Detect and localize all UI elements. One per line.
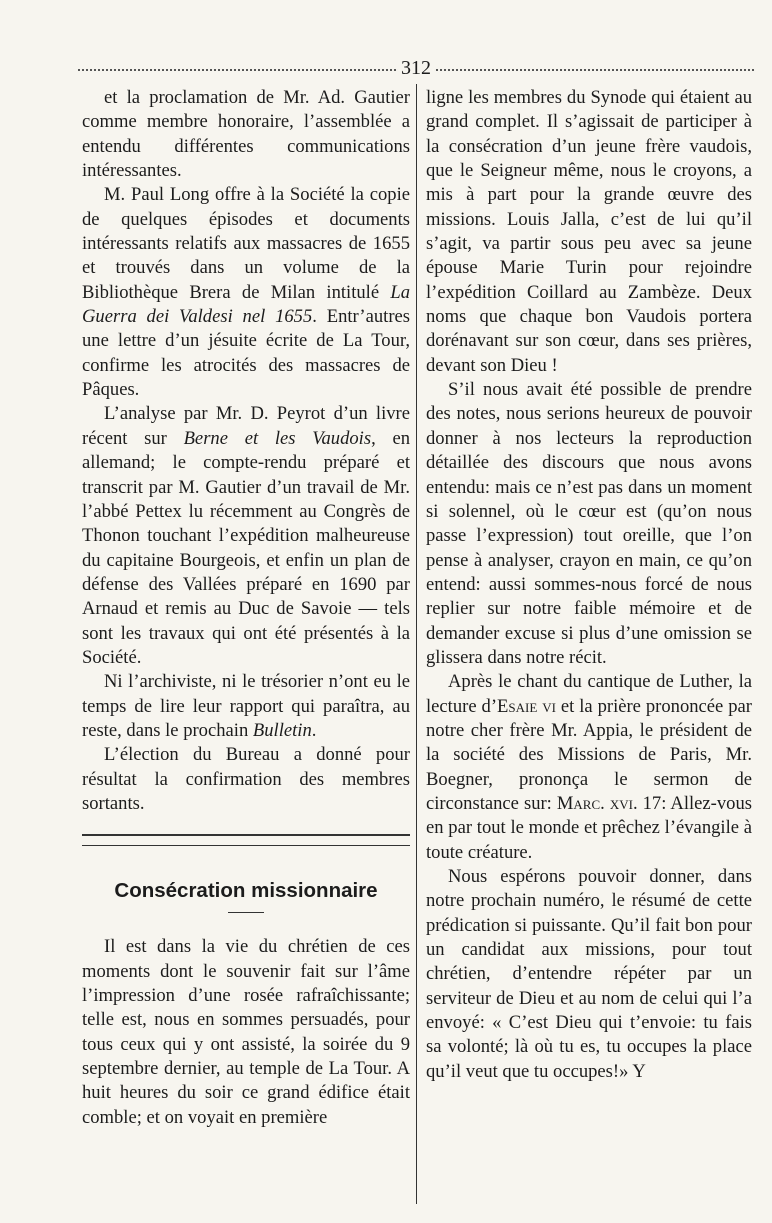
text-run: et la prière prononcée par notre cher frère Mr. Appia, le président de la société des Missions de Paris, Mr. Boegner, prononça le sermon de circonstance sur: <box>426 695 752 814</box>
text-run: et la proclamation de Mr. Ad. Gautier comme membre honoraire, l’assemblée a entendu différentes communications intéressantes. <box>82 87 410 182</box>
header-rule-right <box>436 69 754 71</box>
paragraph <box>426 670 752 865</box>
paragraph <box>82 183 410 402</box>
text-run: M. Paul Long offre à la Société la copie de quelques épisodes et documents intéressants relatifs aux massacres de 1655 et trouvés dans un volume de la Bibliothèque Brera de Milan intitulé <box>82 184 410 303</box>
scripture-reference: Esaie vi <box>497 695 556 717</box>
paragraph <box>426 378 752 670</box>
text-run: L’analyse par Mr. D. Peyrot d’un livre récent sur <box>82 403 410 449</box>
paragraph <box>82 402 410 670</box>
text-run: Il est dans la vie du chrétien de ces moments dont le souvenir fait sur l’âme l’impression d’une rosée rafraîchissante; telle est, nous en sommes persuadés, pour tous ceux qui y ont assisté, la soirée du 9 septembre dernier, au temple de La Tour. A huit heures du soir ce grand édifice était comble; et on voyait en première <box>82 936 410 1128</box>
italic-title: Berne et les Vaudois <box>183 427 372 449</box>
right-column-body <box>426 86 752 1084</box>
paragraph <box>82 935 410 1130</box>
text-run: S’il nous avait été possible de prendre des notes, nous serions heureux de pouvoir donner à nos lecteurs la reproduction détaillée des discours que nous avons entendu: mais ce n’est pas dans un moment si solennel, où le cœur est (qu’on nous passe l’expression) tout oreille, que l’on pense à analyser, crayon en main, ce qu’on entend: aussi sommes-nous forcé de nous replier sur notre faible mémoire et de demander excuse si plus d’une omission se glissera dans notre récit. <box>426 379 752 668</box>
section-body <box>82 935 410 1130</box>
header-rule-left <box>78 69 396 71</box>
italic-title: La Guerra dei Valdesi nel 1655 <box>82 281 410 328</box>
text-run: Nous espérons pouvoir donner, dans notre prochain numéro, le résumé de cette prédication si puissante. Qu’il fait bon pour un candidat aux missions, pour tout chrétien, d’entendre répéter par un serviteur de Dieu et au nom de celui qui l’a envoyé: « C’est Dieu qui t’envoie: tu fais sa volonté; là où tu es, tu occupes la place qu’il veut que tu occupes!» Y <box>426 866 752 1082</box>
title-rule <box>228 912 264 913</box>
paragraph <box>82 670 410 743</box>
right-column <box>426 86 752 1084</box>
paragraph <box>82 743 410 816</box>
page-number: 312 <box>401 57 431 79</box>
paragraph <box>82 86 410 183</box>
text-run: L’élection du Bureau a donné pour résultat la confirmation des membres sortants. <box>82 744 410 814</box>
text-run: , en allemand; le compte-rendu préparé et transcrit par M. Gautier d’un travail de Mr. l’abbé Pettex lu récemment au Congrès de Thonon touchant l’expédition malheureuse du capitaine Bourgeois, et enfin un plan de défense des Vallées préparé en 1690 par Arnaud et remis au Duc de Savoie — tels sont les travaux qui ont été présentés à la Société. <box>82 427 410 668</box>
text-run: ligne les membres du Synode qui étaient au grand complet. Il s’agissait de participer à la consécration d’un jeune frère vaudois, que le Seigneur même, nous le croyons, a mis à part pour la grande œuvre des missions. Louis Jalla, c’est de lui qu’il s’agit, va partir sous peu avec sa jeune épouse Marie Turin pour rejoindre l’expédition Coillard au Zambèze. Deux noms que chaque bon Vaudois portera dorénavant sur son cœur, dans ses prières, devant son Dieu ! <box>426 87 752 376</box>
paragraph <box>426 865 752 1084</box>
paragraph <box>426 86 752 378</box>
text-run: Ni l’archiviste, ni le trésorier n’ont eu le temps de lire leur rapport qui paraîtra, au reste, dans le prochain <box>82 671 410 741</box>
scripture-reference: Marc. xvi. 17 <box>556 792 662 814</box>
text-run: . Entr’autres une lettre d’un jésuite écrite de La Tour, confirme les atrocités des massacres de Pâques. <box>82 306 411 401</box>
left-column <box>82 86 410 1130</box>
left-column-body <box>82 86 410 816</box>
text-run: : Allez-vous en par tout le monde et prêchez l’évangile à toute créature. <box>426 792 752 863</box>
page-header <box>78 56 754 80</box>
section-title: Consécration missionnaire <box>114 879 378 903</box>
section-separator <box>82 834 410 846</box>
text-run: Après le chant du cantique de Luther, la lecture d’ <box>426 671 752 717</box>
text-run: . <box>311 719 317 741</box>
italic-title: Bulletin <box>252 719 312 741</box>
column-divider <box>416 84 417 1204</box>
